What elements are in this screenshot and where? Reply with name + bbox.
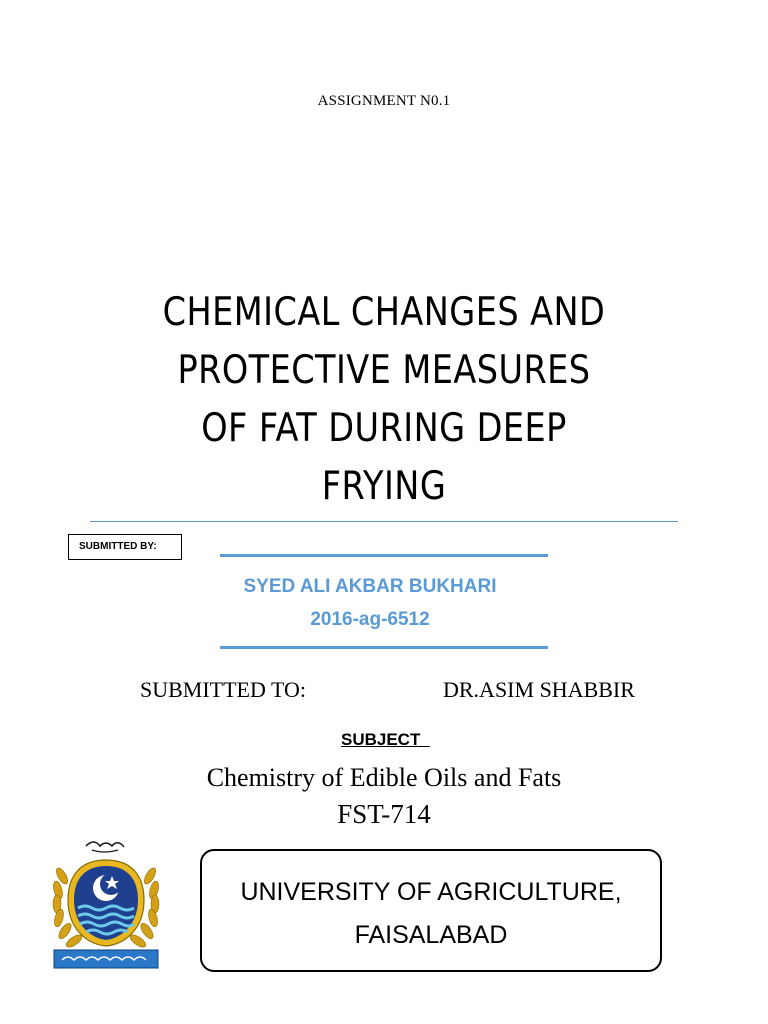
title-line: PROTECTIVE MEASURES [177, 348, 591, 393]
student-name: SYED ALI AKBAR BUKHARI [243, 576, 497, 597]
university-box [200, 849, 662, 972]
assignment-number: ASSIGNMENT N0.1 [317, 93, 451, 109]
student-info [220, 570, 520, 636]
supervisor-name: DR.ASIM SHABBIR [443, 677, 635, 702]
student-divider-top [220, 554, 548, 557]
university-line: UNIVERSITY OF AGRICULTURE, [240, 878, 622, 906]
title-line: OF FAT DURING DEEP [201, 406, 567, 451]
submitted-by-label: SUBMITTED BY: [68, 534, 182, 560]
submitted-to-label: SUBMITTED TO: [140, 677, 307, 702]
course-name: Chemistry of Edible Oils and Fats [206, 763, 562, 792]
title-line: FRYING [321, 464, 447, 509]
student-divider-bottom [220, 646, 548, 649]
student-reg-no: 2016-ag-6512 [310, 609, 430, 630]
title-line: CHEMICAL CHANGES AND [162, 290, 606, 335]
university-crest-icon [48, 836, 164, 972]
title-divider [90, 521, 678, 522]
university-line: FAISALABAD [354, 921, 508, 949]
subject-label: SUBJECT [341, 730, 430, 749]
course-code: FST-714 [337, 799, 431, 829]
page-title [105, 284, 662, 516]
